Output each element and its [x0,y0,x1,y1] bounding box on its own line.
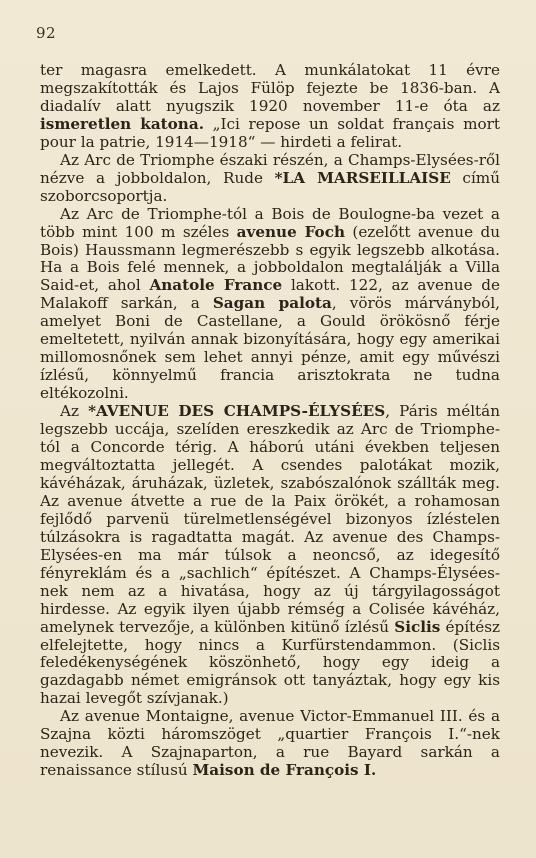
text-run: ter magasra emelkedett. A munkálatokat 11 évre megszakították és Lajos Fülöp fejezte be 1836-ban. A diadalív alatt nyugszik 1920 november 11-e óta az [40,61,500,115]
text-run: Az Arc de Triomphe északi részén, a Champs-Elysées-ről nézve a jobboldalon, Rude [40,150,500,187]
text-run: Az Arc de Triomphe-tól a Bois de Boulogne-ba vezet a több mint 100 m széles [40,204,500,241]
text-run: „Ici repose un soldat français mort pour la patrie, 1914—1918“ — hirdeti a felirat. [40,114,500,151]
text-run: , Páris méltán legszebb uccája, szelíden ereszkedik az Arc de Triomphe-tól a Concorde térig. A háború utáni években teljesen megváltoztatta jellegét. A csendes palotákat mozik, kávéházak, áruházak, üzletek, szabószalónok szállták meg. Az avenue átvette a rue de la Paix örökét, a rohamosan fejlődő parvenü türelmetlenségével bizonyos ízléstelen túlzásokra is ragadtatta magát. Az avenue des Champs-Elysées-en ma már túlsok a neoncső, az idegesítő fényreklám és a „sachlich“ építészet. A Champs-Élysées-nek nem az a hivatása, hogy az új tárgyilagosságot hirdesse. Az egyik ilyen újabb rémség a Colisée kávéház, amelynek tervezője, a különben kitünő ízlésű [40,402,500,636]
text-run: (ezelőtt avenue du Bois) Haussmann legmerészebb s egyik legszebb alkotása. Ha a Bois felé mennek, a jobboldalon megtalálják a Villa Said-et, ahol [40,222,500,295]
bold-term: Sagan palota [212,294,332,313]
text-run: Az avenue Montaigne, avenue Victor-Emmanuel III. és a Szajna közti háromszöget „quartier François I.“-nek nevezik. A Szajnaparton, a rue Bayard sarkán a renaissance stílusú [40,707,500,780]
bold-term: Siclis [394,617,441,636]
body-text [40,62,500,780]
page-number: 92 [36,24,57,42]
paragraph [40,403,500,708]
bold-term: *AVENUE DES CHAMPS-ÉLYSÉES [88,402,386,421]
text-run: Az [60,402,89,421]
text-run: építész elfelejtette, hogy nincs a Kurfürstendammon. (Siclis feledékenységének köszönhető, hogy egy ideig a gazdagabb német emigránsok ott tanyáztak, hogy egy kis hazai levegőt szívjanak.) [40,617,500,708]
text-run: lakott. 122, az avenue de Malakoff sarkán, a [40,276,500,313]
paragraph [40,708,500,780]
paragraph [40,62,500,152]
bold-term: avenue Foch [236,222,345,241]
bold-term: *LA MARSEILLAISE [274,168,451,187]
text-run: , vörös márványból, amelyet Boni de Castellane, a Gould örökösnő férje emeltetett, nyilván annak bizonyítására, hogy egy amerikai millomosnőnek sem lehet annyi pénze, amit egy művészi ízlésű, könnyelmű francia arisztokrata ne tudna eltékozolni. [40,294,501,403]
paragraph [40,152,500,206]
bold-term: Anatole France [149,276,283,295]
paragraph [40,206,500,403]
bold-term: ismeretlen katona. [40,114,204,133]
text-run: című szoborcsoportja. [40,168,500,205]
bold-term: Maison de François I. [192,761,377,780]
